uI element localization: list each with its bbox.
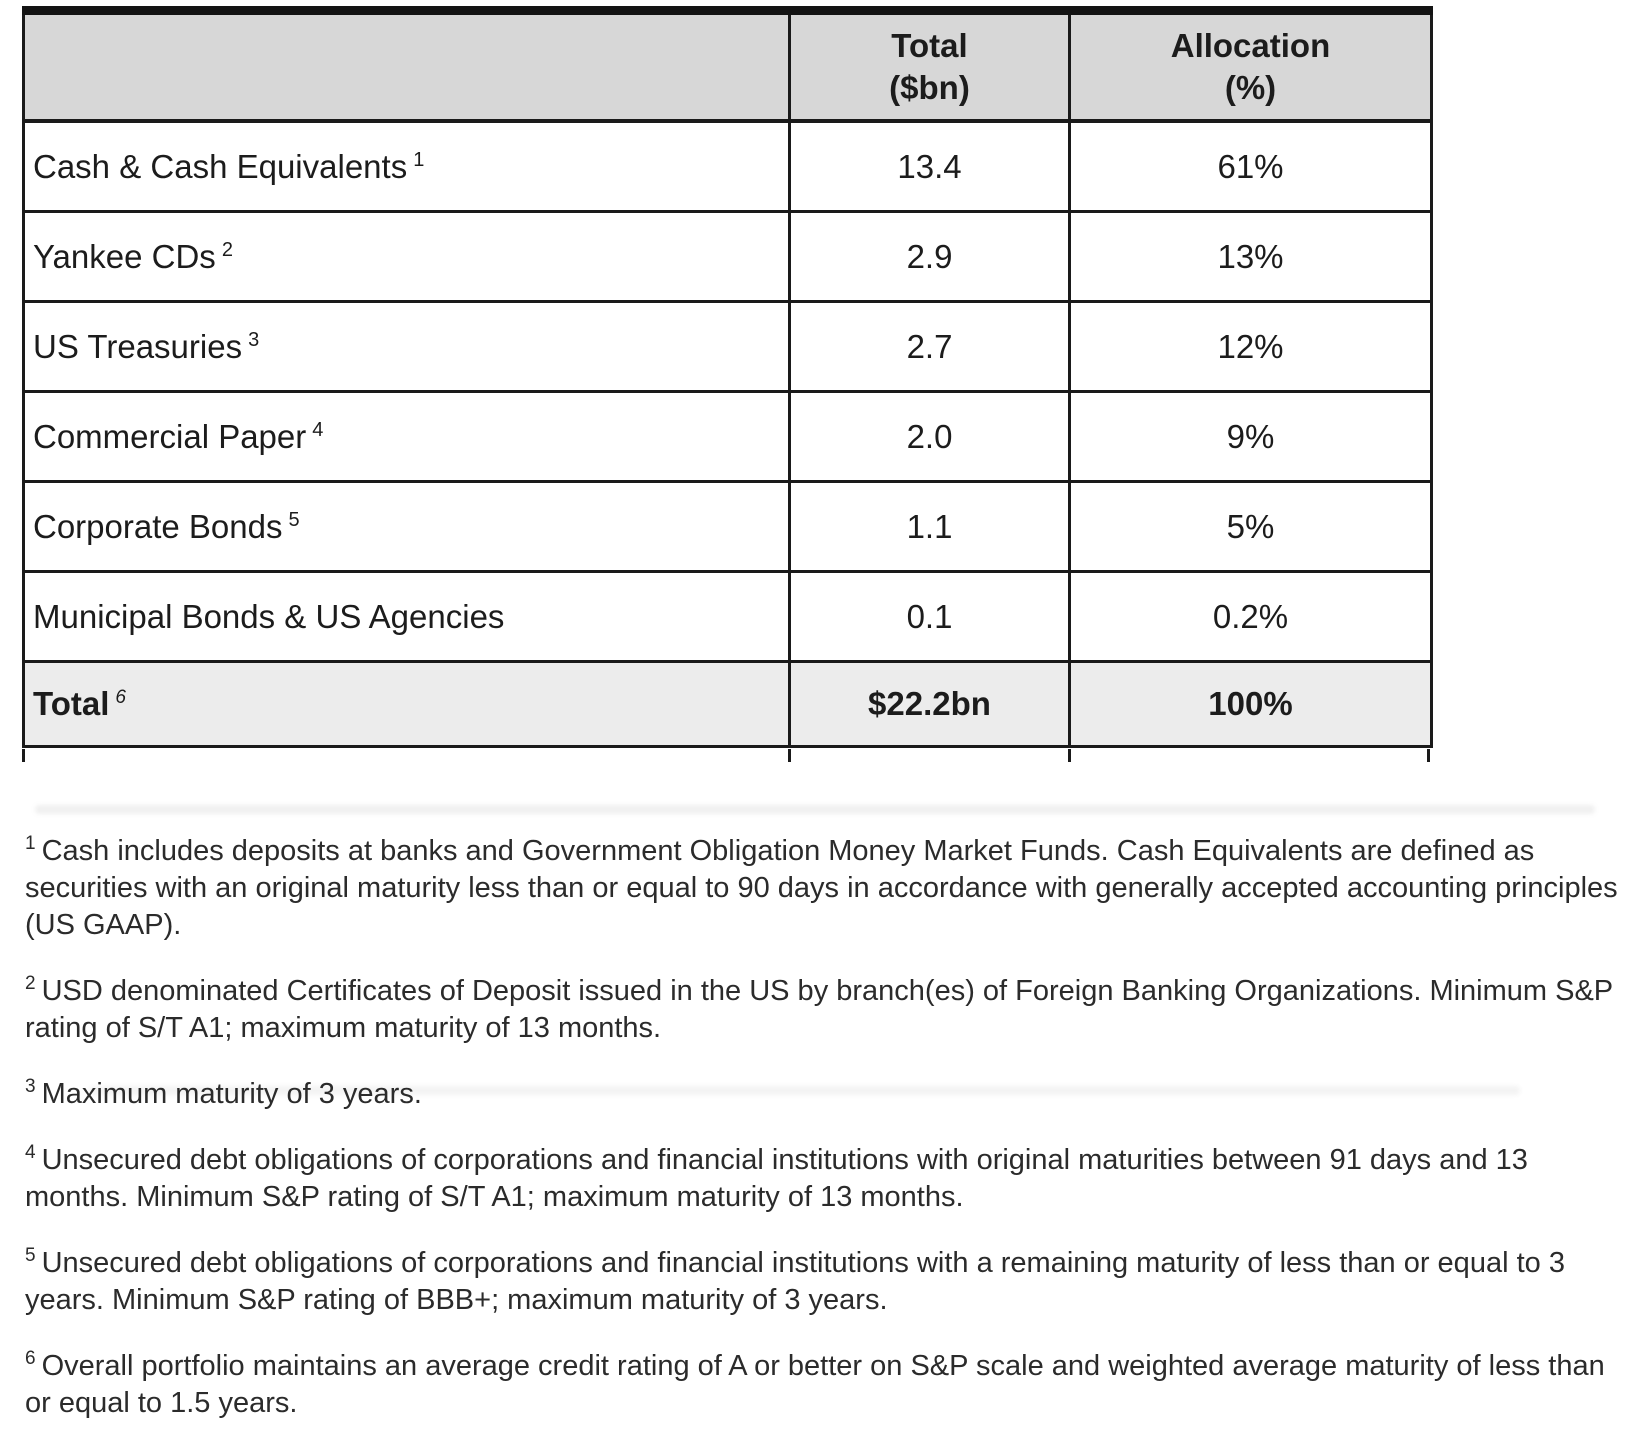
portfolio-allocation-table — [22, 6, 1433, 748]
row-label — [24, 121, 790, 212]
scan-artifact — [35, 805, 1595, 814]
table-row — [24, 212, 1432, 302]
allocation-value: 13% — [1070, 212, 1432, 302]
row-label — [24, 572, 790, 662]
total-value: 0.1 — [790, 572, 1070, 662]
row-label — [24, 212, 790, 302]
footnote-text: Unsecured debt obligations of corporations and financial institutions with original maturities between 91 days and 13 months. Minimum S&P rating of S/T A1; maximum maturity of 13 months. — [25, 1144, 1528, 1213]
allocation-value: 61% — [1070, 121, 1432, 212]
table-row — [24, 482, 1432, 572]
footnote-ref: 1 — [413, 148, 425, 171]
table-edge-stub — [788, 749, 791, 762]
asset-class-label: Municipal Bonds & US Agencies — [33, 597, 505, 635]
table-edge-stub — [1427, 749, 1430, 762]
asset-class-label: Corporate Bonds — [33, 507, 283, 545]
asset-class-label: Yankee CDs — [33, 237, 216, 275]
allocation-value: 5% — [1070, 482, 1432, 572]
footnote-number: 1 — [25, 833, 36, 855]
asset-class-label: Cash & Cash Equivalents — [33, 147, 408, 185]
total-value: 1.1 — [790, 482, 1070, 572]
total-row-total: $22.2bn — [790, 662, 1070, 747]
footnote-number: 4 — [25, 1142, 36, 1164]
total-row-allocation: 100% — [1070, 662, 1432, 747]
table-row — [24, 302, 1432, 392]
footnote — [25, 1076, 1637, 1113]
row-label — [24, 302, 790, 392]
footnote-ref: 5 — [288, 508, 300, 531]
table-edge-stub — [22, 749, 25, 762]
table-header-row — [24, 11, 1432, 122]
allocation-value: 9% — [1070, 392, 1432, 482]
table-total-row — [24, 662, 1432, 747]
footnote-text: Maximum maturity of 3 years. — [41, 1078, 422, 1110]
footnote — [25, 973, 1637, 1047]
footnote-number: 2 — [25, 973, 36, 995]
total-value: 2.0 — [790, 392, 1070, 482]
footnote-text: Overall portfolio maintains an average credit rating of A or better on S&P scale and weighted average maturity of less than or equal to 1.5 years. — [25, 1350, 1605, 1419]
total-label: Total — [33, 685, 110, 722]
footnotes-section — [25, 833, 1637, 1451]
footnote — [25, 1348, 1637, 1422]
allocation-value: 0.2% — [1070, 572, 1432, 662]
header-empty-cell — [24, 11, 790, 122]
row-label — [24, 392, 790, 482]
table-row — [24, 572, 1432, 662]
footnote-number: 6 — [25, 1348, 36, 1370]
footnote-ref: 2 — [221, 238, 233, 261]
footnote-ref: 3 — [248, 328, 260, 351]
footnote — [25, 1142, 1637, 1216]
table-edge-stub — [1068, 749, 1071, 762]
asset-class-label: US Treasuries — [33, 327, 243, 365]
row-label — [24, 482, 790, 572]
footnote-text: USD denominated Certificates of Deposit issued in the US by branch(es) of Foreign Banking Organizations. Minimum S&P rating of S/T A1; maximum maturity of 13 months. — [25, 975, 1613, 1044]
asset-class-label: Commercial Paper — [33, 417, 307, 455]
table-row — [24, 392, 1432, 482]
footnote-ref: 6 — [115, 687, 126, 708]
footnote — [25, 1245, 1637, 1319]
header-total — [790, 11, 1070, 122]
footnote-number: 5 — [25, 1245, 36, 1267]
total-value: 2.9 — [790, 212, 1070, 302]
header-total-line1: Total — [891, 27, 968, 64]
footnote-ref: 4 — [312, 418, 324, 441]
header-allocation — [1070, 11, 1432, 122]
total-row-label — [24, 662, 790, 747]
table-row — [24, 121, 1432, 212]
footnote-text: Unsecured debt obligations of corporations and financial institutions with a remaining maturity of less than or equal to 3 years. Minimum S&P rating of BBB+; maximum maturity of 3 years. — [25, 1247, 1565, 1316]
footnote-number: 3 — [25, 1076, 36, 1098]
header-total-line2: ($bn) — [889, 69, 970, 106]
total-value: 13.4 — [790, 121, 1070, 212]
allocation-value: 12% — [1070, 302, 1432, 392]
footnote-text: Cash includes deposits at banks and Government Obligation Money Market Funds. Cash Equivalents are defined as securities with an original maturity less than or equal to 90 days in accordance with generally accepted accounting principles (US GAAP). — [25, 835, 1618, 941]
footnote — [25, 833, 1637, 944]
header-allocation-line1: Allocation — [1170, 27, 1331, 64]
header-allocation-line2: (%) — [1224, 69, 1277, 106]
total-value: 2.7 — [790, 302, 1070, 392]
